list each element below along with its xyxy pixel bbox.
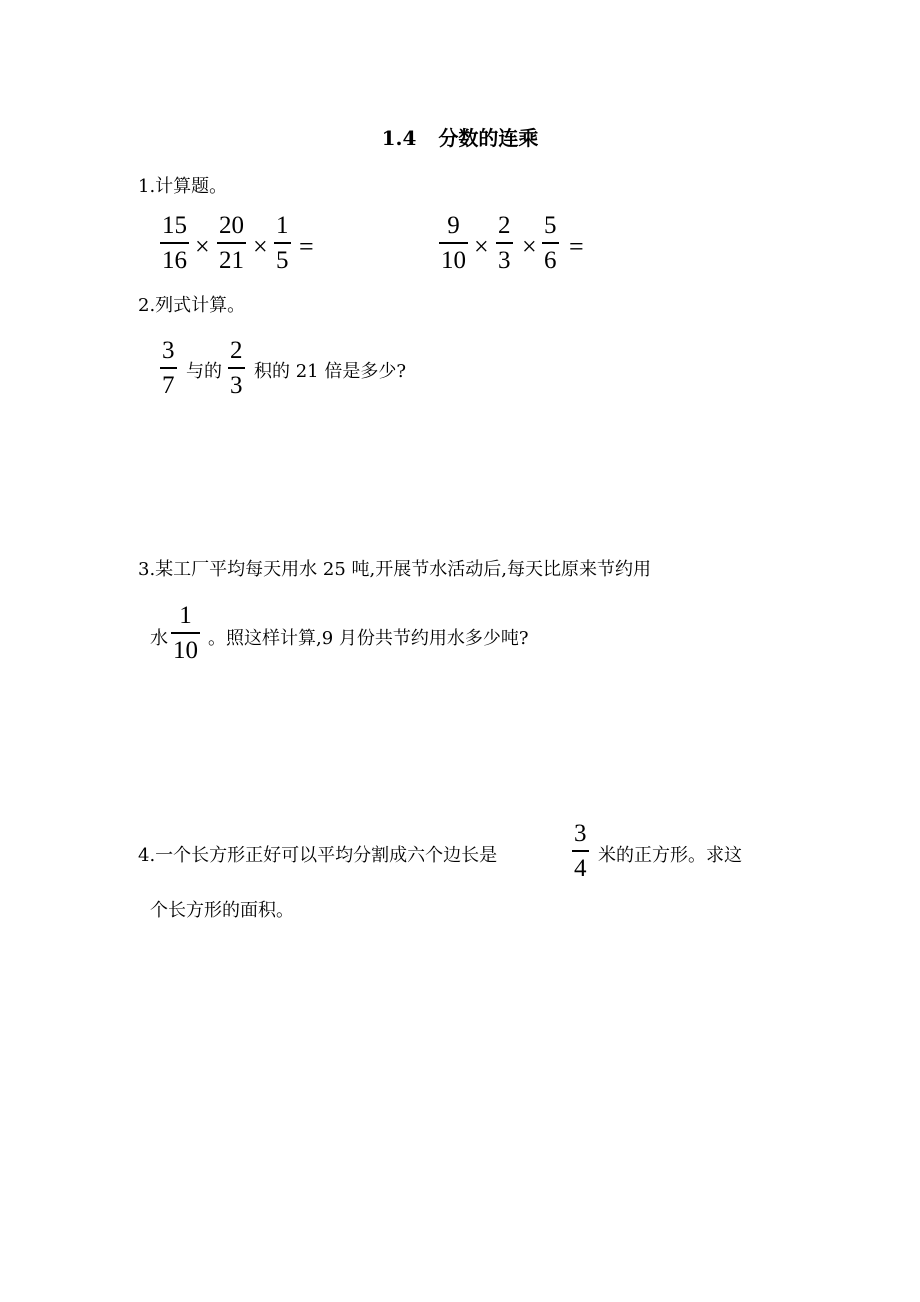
numerator: 1 — [276, 212, 289, 239]
numerator: 1 — [179, 602, 192, 629]
fraction — [572, 820, 589, 883]
times-sign: × — [522, 232, 537, 261]
numerator: 20 — [219, 212, 244, 239]
denominator: 5 — [276, 246, 289, 274]
fraction — [542, 212, 559, 275]
numerator: 2 — [230, 337, 243, 364]
equals-sign: = — [299, 232, 314, 261]
fraction-bar — [171, 632, 200, 634]
numerator: 15 — [162, 212, 187, 239]
denominator: 7 — [162, 371, 175, 399]
numerator: 3 — [574, 820, 587, 847]
fraction — [228, 337, 245, 400]
denominator: 6 — [544, 246, 557, 274]
fraction-bar — [439, 242, 468, 244]
q3-text-pre: 水 — [150, 628, 168, 649]
denominator: 10 — [441, 246, 466, 274]
numerator: 5 — [544, 212, 557, 239]
fraction-bar — [217, 242, 246, 244]
q2-text-tail: 积的 21 倍是多少? — [254, 361, 406, 382]
q4-text-pre: 4.一个长方形正好可以平均分割成六个边长是 — [138, 845, 498, 866]
numerator: 9 — [447, 212, 460, 239]
q2-label: 2.列式计算。 — [138, 295, 246, 316]
fraction-bar — [228, 367, 245, 369]
section-number: 1.4 — [381, 126, 417, 150]
fraction-bar — [160, 367, 177, 369]
fraction-bar — [572, 850, 589, 852]
fraction-bar — [160, 242, 189, 244]
fraction — [160, 212, 189, 275]
denominator: 3 — [498, 246, 511, 274]
q2-text-mid: 与的 — [186, 361, 222, 382]
denominator: 10 — [173, 636, 198, 664]
times-sign: × — [195, 232, 210, 261]
fraction-bar — [496, 242, 513, 244]
fraction — [171, 602, 200, 665]
page-title — [0, 122, 920, 151]
fraction — [274, 212, 291, 275]
equals-sign: = — [569, 232, 584, 261]
q3-text-post: 。照这样计算,9 月份共节约用水多少吨? — [208, 628, 529, 649]
denominator: 16 — [162, 246, 187, 274]
section-title: 分数的连乘 — [438, 126, 539, 150]
fraction-bar — [274, 242, 291, 244]
denominator: 3 — [230, 371, 243, 399]
fraction — [217, 212, 246, 275]
q4-line-2: 个长方形的面积。 — [150, 900, 294, 921]
fraction — [496, 212, 513, 275]
fraction — [439, 212, 468, 275]
q1-label: 1.计算题。 — [138, 176, 228, 197]
times-sign: × — [253, 232, 268, 261]
q3-line-1: 3.某工厂平均每天用水 25 吨,开展节水活动后,每天比原来节约用 — [138, 559, 651, 580]
numerator: 2 — [498, 212, 511, 239]
denominator: 4 — [574, 854, 587, 882]
fraction — [160, 337, 177, 400]
denominator: 21 — [219, 246, 244, 274]
numerator: 3 — [162, 337, 175, 364]
q4-text-post: 米的正方形。求这 — [598, 845, 742, 866]
times-sign: × — [474, 232, 489, 261]
fraction-bar — [542, 242, 559, 244]
